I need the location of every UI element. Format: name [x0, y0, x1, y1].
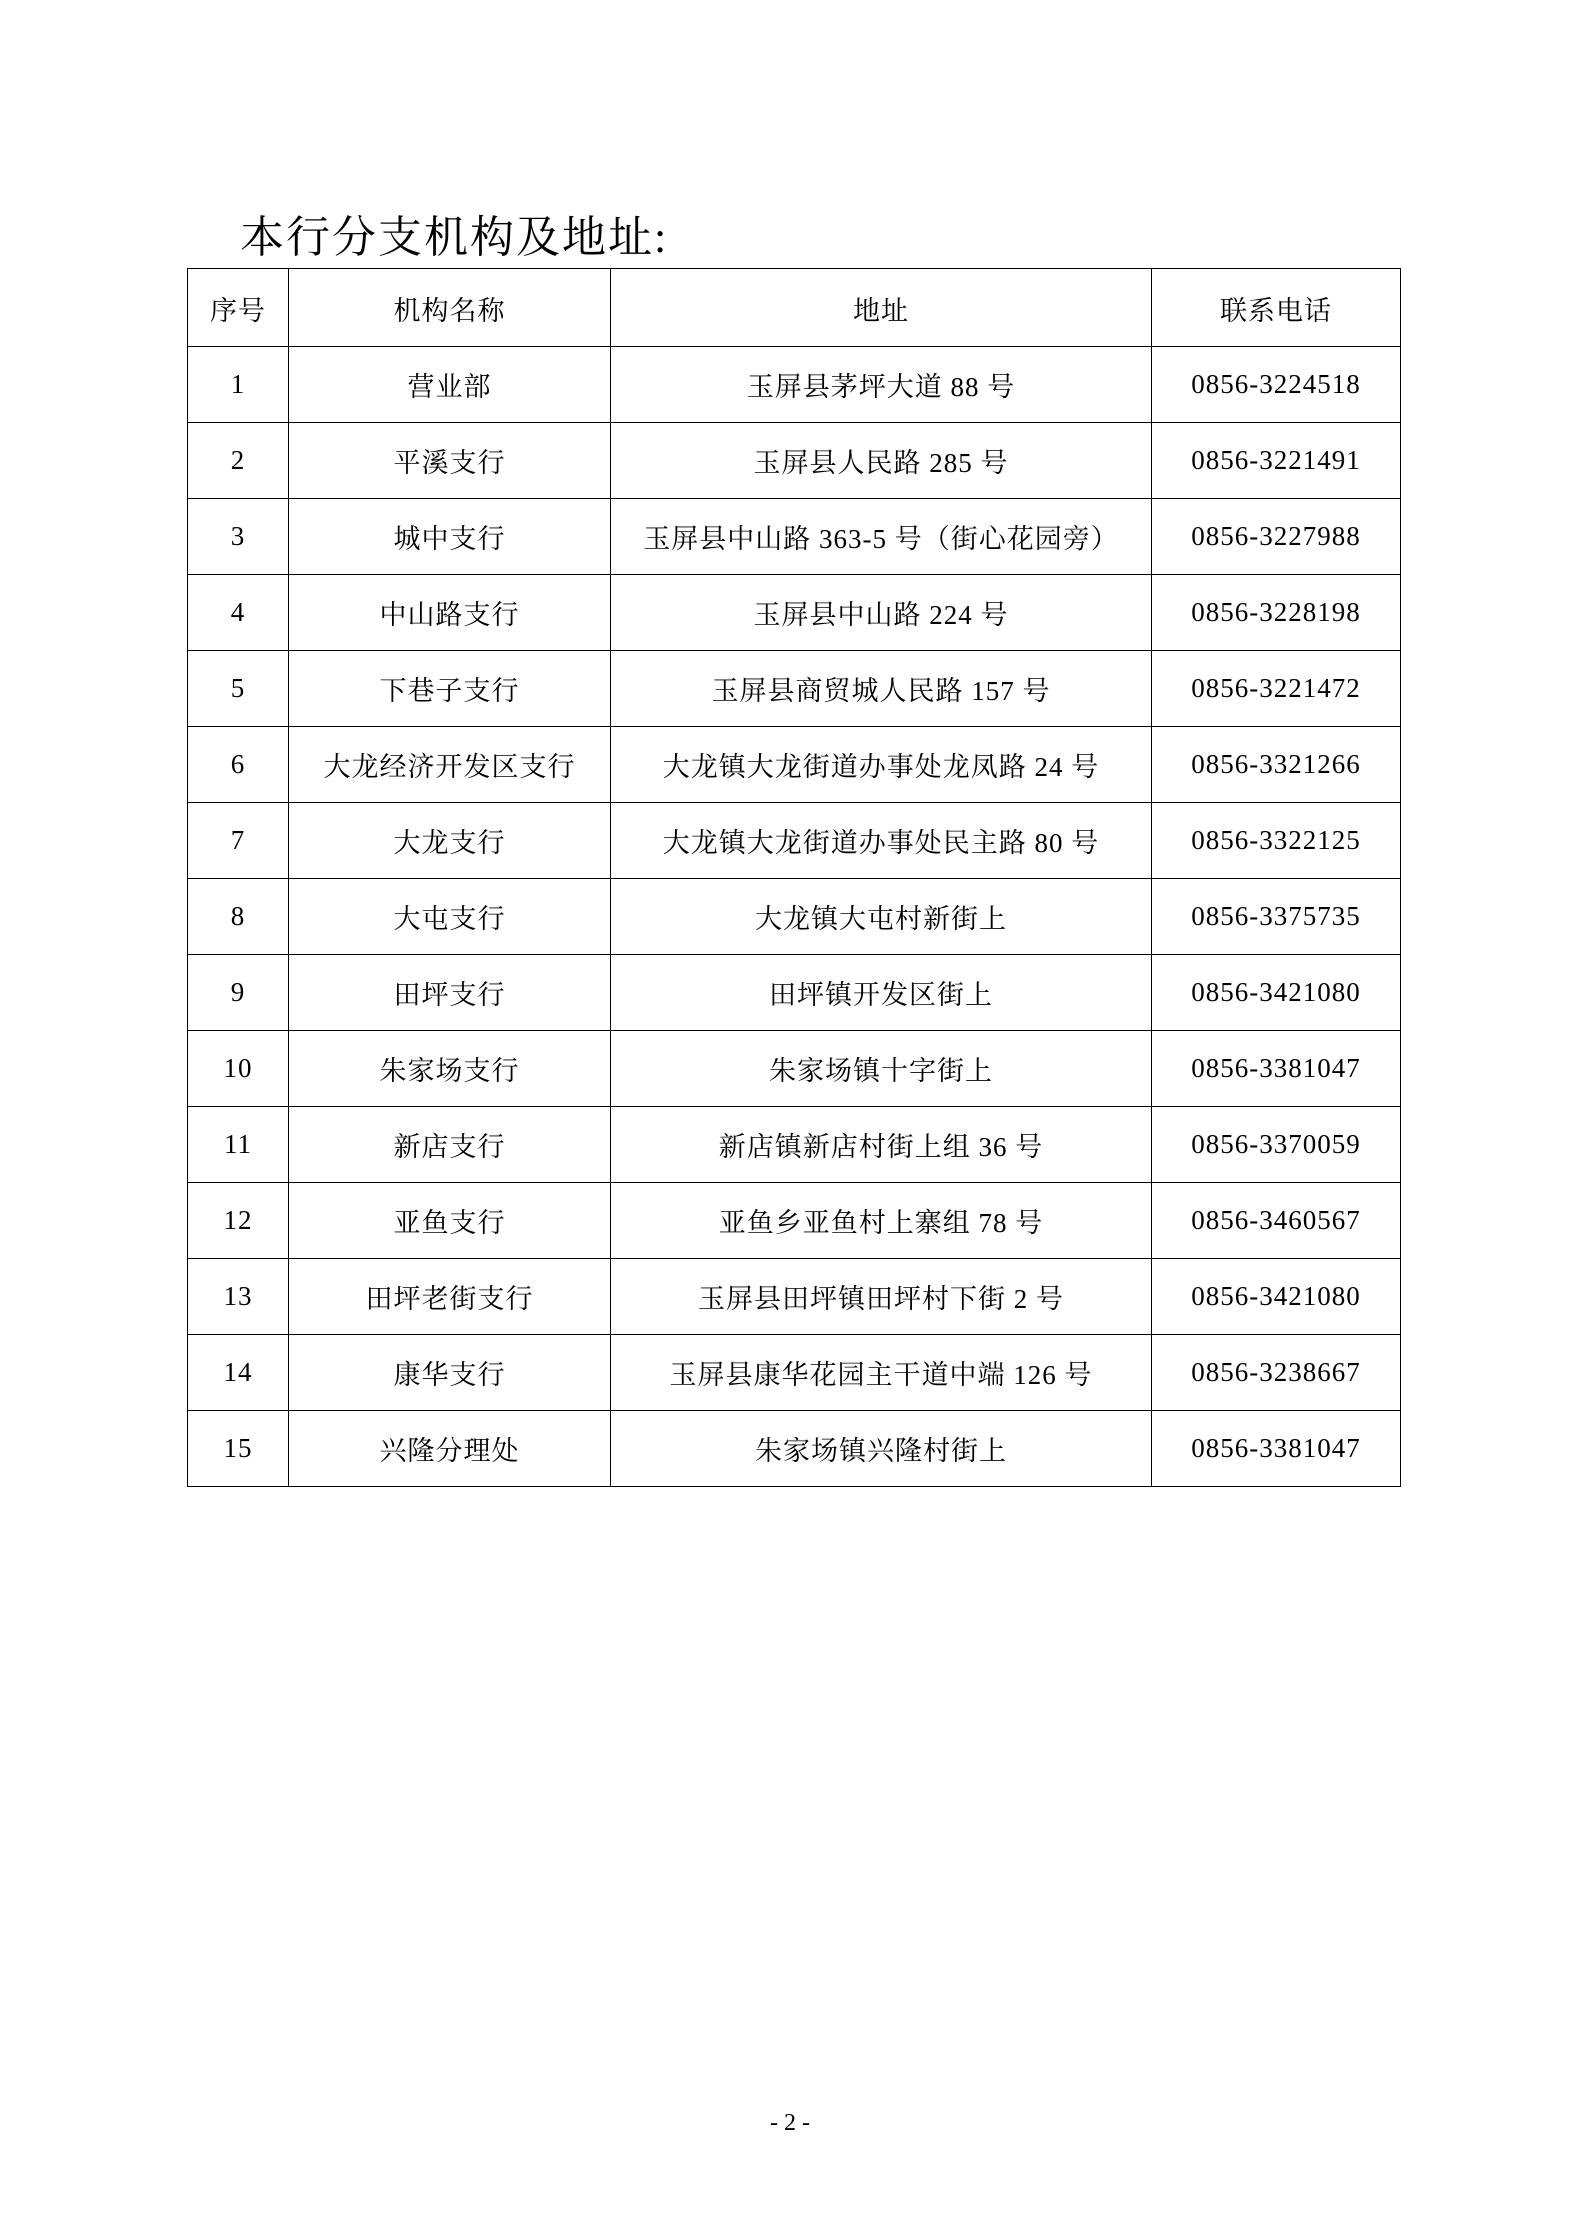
- table-row: [188, 1411, 1401, 1487]
- cell-phone: 0856-3381047: [1152, 1411, 1401, 1487]
- table-row: [188, 651, 1401, 727]
- cell-address: 田坪镇开发区街上: [611, 955, 1152, 1031]
- cell-name: 大龙经济开发区支行: [289, 727, 611, 803]
- table-row: [188, 1107, 1401, 1183]
- cell-address: 大龙镇大屯村新街上: [611, 879, 1152, 955]
- cell-phone: 0856-3221491: [1152, 423, 1401, 499]
- cell-address: 玉屏县中山路 224 号: [611, 575, 1152, 651]
- cell-name: 兴隆分理处: [289, 1411, 611, 1487]
- cell-name: 城中支行: [289, 499, 611, 575]
- cell-name: 田坪支行: [289, 955, 611, 1031]
- cell-address: 新店镇新店村街上组 36 号: [611, 1107, 1152, 1183]
- cell-seq: 1: [188, 347, 289, 423]
- cell-name: 康华支行: [289, 1335, 611, 1411]
- table-header-row: [188, 269, 1401, 347]
- cell-address: 朱家场镇兴隆村街上: [611, 1411, 1152, 1487]
- cell-address: 玉屏县田坪镇田坪村下街 2 号: [611, 1259, 1152, 1335]
- cell-phone: 0856-3421080: [1152, 1259, 1401, 1335]
- cell-phone: 0856-3224518: [1152, 347, 1401, 423]
- header-phone: 联系电话: [1152, 269, 1401, 347]
- cell-seq: 8: [188, 879, 289, 955]
- cell-address: 朱家场镇十字街上: [611, 1031, 1152, 1107]
- cell-name: 中山路支行: [289, 575, 611, 651]
- table-row: [188, 423, 1401, 499]
- table-row: [188, 727, 1401, 803]
- cell-address: 玉屏县商贸城人民路 157 号: [611, 651, 1152, 727]
- table-row: [188, 1031, 1401, 1107]
- cell-seq: 5: [188, 651, 289, 727]
- cell-phone: 0856-3381047: [1152, 1031, 1401, 1107]
- cell-address: 亚鱼乡亚鱼村上寨组 78 号: [611, 1183, 1152, 1259]
- table-row: [188, 347, 1401, 423]
- cell-phone: 0856-3228198: [1152, 575, 1401, 651]
- cell-name: 平溪支行: [289, 423, 611, 499]
- cell-seq: 10: [188, 1031, 289, 1107]
- cell-phone: 0856-3370059: [1152, 1107, 1401, 1183]
- cell-phone: 0856-3460567: [1152, 1183, 1401, 1259]
- cell-name: 营业部: [289, 347, 611, 423]
- cell-seq: 2: [188, 423, 289, 499]
- cell-seq: 12: [188, 1183, 289, 1259]
- table-row: [188, 803, 1401, 879]
- cell-seq: 15: [188, 1411, 289, 1487]
- cell-seq: 6: [188, 727, 289, 803]
- cell-address: 玉屏县康华花园主干道中端 126 号: [611, 1335, 1152, 1411]
- cell-phone: 0856-3375735: [1152, 879, 1401, 955]
- cell-name: 大龙支行: [289, 803, 611, 879]
- header-seq: 序号: [188, 269, 289, 347]
- table-row: [188, 1335, 1401, 1411]
- cell-phone: 0856-3227988: [1152, 499, 1401, 575]
- cell-seq: 3: [188, 499, 289, 575]
- table-row: [188, 955, 1401, 1031]
- cell-address: 大龙镇大龙街道办事处龙凤路 24 号: [611, 727, 1152, 803]
- table-row: [188, 1183, 1401, 1259]
- cell-phone: 0856-3322125: [1152, 803, 1401, 879]
- page-title: 本行分支机构及地址:: [240, 213, 669, 262]
- cell-seq: 13: [188, 1259, 289, 1335]
- header-address: 地址: [611, 269, 1152, 347]
- cell-phone: 0856-3238667: [1152, 1335, 1401, 1411]
- cell-address: 大龙镇大龙街道办事处民主路 80 号: [611, 803, 1152, 879]
- table-row: [188, 1259, 1401, 1335]
- table-row: [188, 575, 1401, 651]
- cell-name: 亚鱼支行: [289, 1183, 611, 1259]
- table-row: [188, 879, 1401, 955]
- cell-phone: 0856-3221472: [1152, 651, 1401, 727]
- table-row: [188, 499, 1401, 575]
- branch-table: [187, 268, 1401, 1487]
- cell-phone: 0856-3421080: [1152, 955, 1401, 1031]
- header-name: 机构名称: [289, 269, 611, 347]
- page-number: - 2 -: [770, 2110, 810, 2136]
- cell-name: 朱家场支行: [289, 1031, 611, 1107]
- cell-name: 大屯支行: [289, 879, 611, 955]
- cell-address: 玉屏县人民路 285 号: [611, 423, 1152, 499]
- cell-seq: 11: [188, 1107, 289, 1183]
- cell-address: 玉屏县中山路 363-5 号（街心花园旁）: [611, 499, 1152, 575]
- cell-phone: 0856-3321266: [1152, 727, 1401, 803]
- cell-address: 玉屏县茅坪大道 88 号: [611, 347, 1152, 423]
- cell-name: 新店支行: [289, 1107, 611, 1183]
- table-body: [188, 347, 1401, 1487]
- cell-name: 下巷子支行: [289, 651, 611, 727]
- cell-seq: 9: [188, 955, 289, 1031]
- cell-seq: 7: [188, 803, 289, 879]
- cell-seq: 14: [188, 1335, 289, 1411]
- cell-name: 田坪老街支行: [289, 1259, 611, 1335]
- cell-seq: 4: [188, 575, 289, 651]
